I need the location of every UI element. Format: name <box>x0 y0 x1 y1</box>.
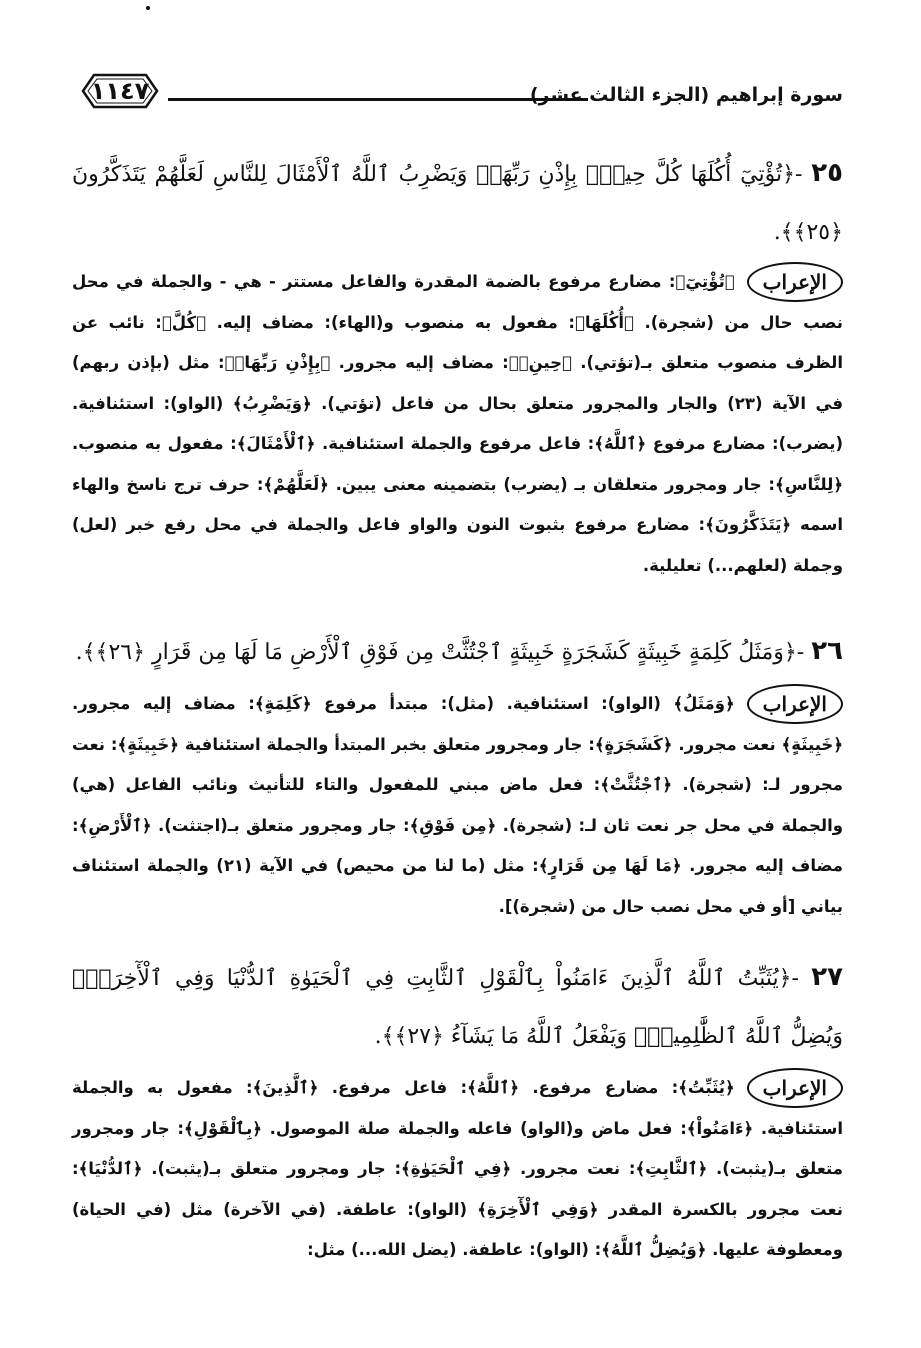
irab-text: ﴿تُؤْتِيٓ﴾: مضارع مرفوع بالضمة المقدرة والفاعل مستتر - هي - والجملة في محل نصب حال من (شجرة). ﴿أُكُلَهَا﴾: مفعول به منصوب و(الهاء): مضاف إليه. ﴿كُلَّ﴾: نائب عن الظرف منصوب متعلق بـ(تؤتي). ﴿حِينِۭ﴾: مضاف إليه مجرور. ﴿بِإِذْنِ رَبِّهَاۗ﴾: مثل (بإذن ربهم) في الآية (٢٣) والجار والمجرور متعلق بحال من فاعل (تؤتي). ﴿وَيَضْرِبُ﴾ (الواو): استئنافية. (يضرب): مضارع مرفوع ﴿ٱللَّهُ﴾: فاعل مرفوع والجملة استئنافية. ﴿ٱلْأَمْثَالَ﴾: مفعول به منصوب. ﴿لِلنَّاسِ﴾: جار ومجرور متعلقان بـ (يضرب) بتضمينه معنى يبين. ﴿لَعَلَّهُمْ﴾: حرف ترج ناسخ والهاء اسمه ﴿يَتَذَكَّرُونَ﴾: مضارع مرفوع بثبوت النون والواو فاعل والجملة في محل رفع خبر (لعل) وجملة (لعلهم...) تعليلية. <box>72 272 843 575</box>
page-mark <box>146 6 150 10</box>
irab-block-25 <box>72 262 843 586</box>
verse-text: -﴿يُثَبِّتُ ٱللَّهُ ٱلَّذِينَ ءَامَنُواْ بِٱلْقَوْلِ ٱلثَّابِتِ فِي ٱلْحَيَوٰةِ ٱلدُّنْيَا وَفِي ٱلْأٓخِرَةِۖ وَيُضِلُّ ٱللَّهُ ٱلظَّٰلِمِينَۚ وَيَفْعَلُ ٱللَّهُ مَا يَشَآءُ ﴿٢٧﴾﴾. <box>72 966 843 1049</box>
irab-block-26 <box>72 684 843 927</box>
irab-label: الإعراب <box>747 262 843 302</box>
verse-number: ٢٧ <box>811 962 844 992</box>
header-rule <box>168 98 588 101</box>
irab-block-27 <box>72 1068 843 1271</box>
verse-number: ٢٥ <box>811 158 843 188</box>
verse-text: -﴿تُؤْتِيٓ أُكُلَهَا كُلَّ حِينِۭ بِإِذْنِ رَبِّهَاۗ وَيَضْرِبُ ٱللَّهُ ٱلْأَمْثَالَ لِلنَّاسِ لَعَلَّهُمْ يَتَذَكَّرُونَ ﴿٢٥﴾﴾. <box>72 162 843 245</box>
verse-25 <box>72 144 843 262</box>
page-number: ١١٤٧ <box>90 77 150 105</box>
irab-text: ﴿وَمَثَلُ﴾ (الواو): استئنافية. (مثل): مبتدأ مرفوع ﴿كَلِمَةٍ﴾: مضاف إليه مجرور. ﴿خَبِيثَةٍ﴾ نعت مجرور. ﴿كَشَجَرَةٍ﴾: جار ومجرور متعلق بخبر المبتدأ والجملة استئنافية ﴿خَبِيثَةٍ﴾: نعت مجرور لـ: (شجرة). ﴿ٱجْتُثَّتْ﴾: فعل ماض مبني للمفعول والتاء للتأنيث ونائب الفاعل (هي) والجملة في محل جر نعت ثان لـ: (شجرة). ﴿مِن فَوْقِ﴾: جار ومجرور متعلق بـ(اجتثت). ﴿ٱلْأَرْضِ﴾: مضاف إليه مجرور. ﴿مَا لَهَا مِن قَرَارٍ﴾: مثل (ما لنا من محيص) في الآية (٢١) والجملة استئناف بياني [أو في محل نصب حال من (شجرة)]. <box>72 694 843 916</box>
irab-label: الإعراب <box>747 684 843 724</box>
verse-27 <box>72 948 843 1066</box>
running-header <box>72 68 843 108</box>
verse-text: -﴿وَمَثَلُ كَلِمَةٍ خَبِيثَةٍ كَشَجَرَةٍ خَبِيثَةٍ ٱجْتُثَّتْ مِن فَوْقِ ٱلْأَرْضِ مَا لَهَا مِن قَرَارٍ ﴿٢٦﴾﴾. <box>75 640 805 665</box>
irab-text: ﴿يُثَبِّتُ﴾: مضارع مرفوع. ﴿ٱللَّهُ﴾: فاعل مرفوع. ﴿ٱلَّذِينَ﴾: مفعول به والجملة استئنافية. ﴿ءَامَنُواْ﴾: فعل ماض و(الواو) فاعله والجملة صلة الموصول. ﴿بِٱلْقَوْلِ﴾: جار ومجرور متعلق بـ(يثبت). ﴿ٱلثَّابِتِ﴾: نعت مجرور. ﴿فِي ٱلْحَيَوٰةِ﴾: جار ومجرور متعلق بـ(يثبت). ﴿ٱلدُّنْيَا﴾: نعت مجرور بالكسرة المقدر ﴿وَفِي ٱلْأٓخِرَةِ﴾ (الواو): عاطفة. (في الآخرة) مثل (في الحياة) ومعطوفة عليها. ﴿وَيُضِلُّ ٱللَّهُ﴾: (الواو): عاطفة. (يضل الله...) مثل: <box>72 1078 843 1259</box>
page-number-badge <box>80 72 160 110</box>
verse-26 <box>72 622 843 682</box>
verse-number: ٢٦ <box>811 636 843 666</box>
irab-label: الإعراب <box>747 1068 843 1108</box>
header-title: سورة إبراهيم (الجزء الثالث عشر) <box>529 84 843 106</box>
